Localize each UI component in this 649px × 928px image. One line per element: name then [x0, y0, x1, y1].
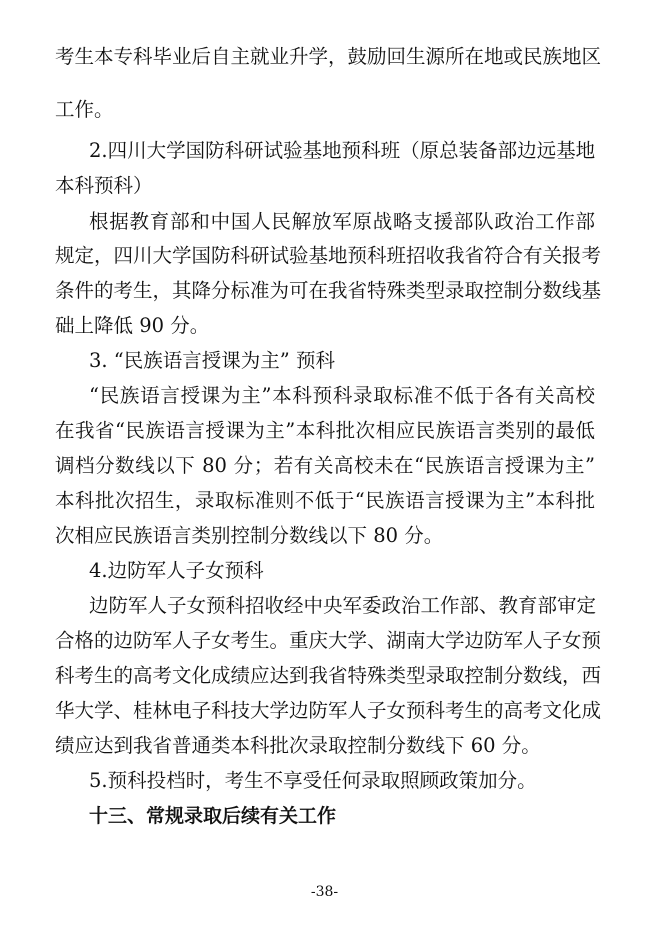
text-line: 合格的边防军人子女考生。重庆大学、湖南大学边防军人子女预: [55, 629, 602, 652]
text-line: 在我省“民族语言授课为主”本科批次相应民族语言类别的最低: [55, 419, 595, 442]
section-heading: 本科预科）: [55, 174, 153, 197]
text-line: 科考生的高考文化成绩应达到我省特殊类型录取控制分数线，西: [55, 664, 602, 687]
text-line: 本科批次招生，录取标准则不低于“民族语言授课为主”本科批: [55, 489, 595, 512]
text-line: 根据教育部和中国人民解放军原战略支援部队政治工作部: [89, 210, 595, 233]
text-line: 条件的考生，其降分标准为可在我省特殊类型录取控制分数线基: [55, 279, 602, 302]
text-line: 工作。: [55, 98, 114, 121]
section-heading: 3. “民族语言授课为主” 预科: [89, 349, 335, 372]
text-line: 础上降低 90 分。: [55, 314, 210, 337]
text-line: 边防军人子女预科招收经中央军委政治工作部、教育部审定: [89, 594, 597, 617]
text-line: “民族语言授课为主”本科预科录取标准不低于各有关高校: [89, 384, 595, 407]
text-line: 调档分数线以下 80 分；若有关高校未在“民族语言授课为主”: [55, 454, 595, 477]
section-heading: 2.四川大学国防科研试验基地预科班（原总装备部边远基地: [89, 139, 596, 162]
text-line: 次相应民族语言类别控制分数线以下 80 分。: [55, 524, 444, 547]
section-heading: 4.边防军人子女预科: [89, 559, 264, 582]
chapter-heading: 十三、常规录取后续有关工作: [89, 805, 337, 827]
text-line: 考生本专科毕业后自主就业升学，鼓励回生源所在地或民族地区: [55, 45, 602, 68]
page-number: -38-: [310, 884, 339, 900]
text-line: 绩应达到我省普通类本科批次录取控制分数线下 60 分。: [55, 734, 541, 757]
text-line: 华大学、桂林电子科技大学边防军人子女预科考生的高考文化成: [55, 699, 602, 722]
text-line: 5.预科投档时，考生不享受任何录取照顾政策加分。: [89, 769, 537, 792]
text-line: 规定，四川大学国防科研试验基地预科班招收我省符合有关报考: [55, 244, 602, 267]
